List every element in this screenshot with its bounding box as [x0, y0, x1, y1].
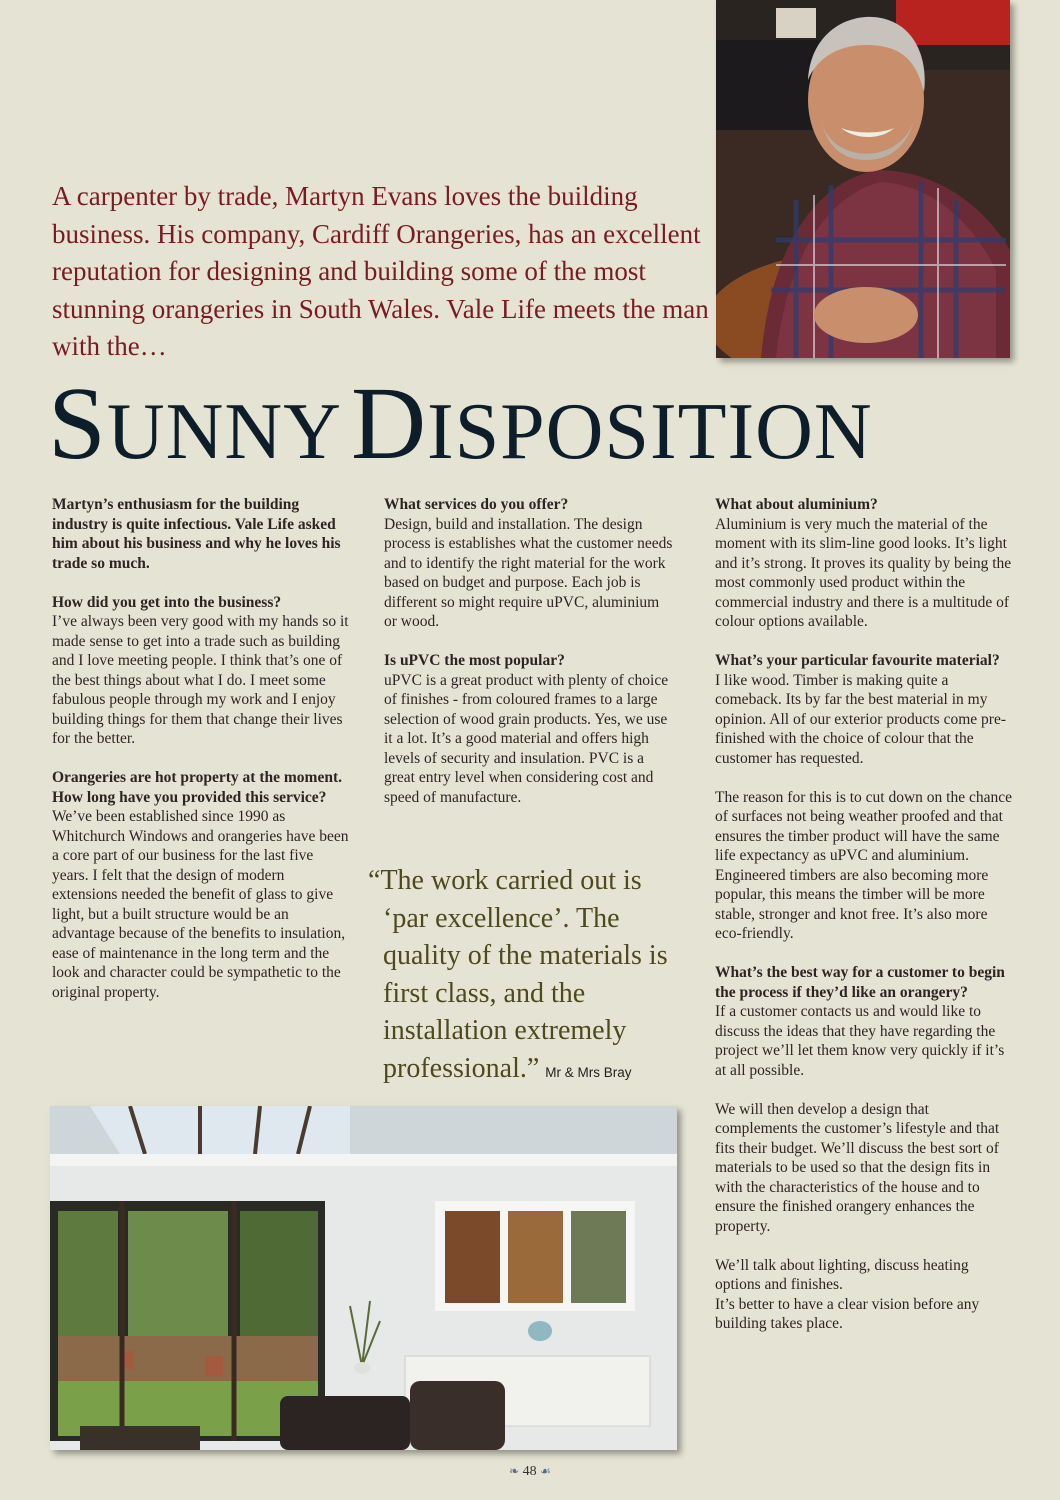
column-1 — [52, 495, 352, 1022]
question-heading: What’s your particular favourite material? — [715, 652, 1000, 669]
answer-text: The reason for this is to cut down on the chance of surfaces not being weather proofed and that ensures the timber product will have the same life expectancy as uPVC and aluminium. Engineered timbers are also becoming more popular, this means the timber will be more stable, stronger and knot free. It’s also more eco-friendly. — [715, 788, 1012, 942]
pull-quote-credit: Mr & Mrs Bray — [545, 1064, 632, 1080]
answer-text: I like wood. Timber is making quite a comeback. Its by far the best material in my opinion. All of our exterior products come pre-finished with the choice of colour that the customer has requested. — [715, 671, 1006, 767]
pull-quote-text: The work carried out is ‘par excellence’. The quality of the materials is first class, and the installation extremely professional. — [380, 865, 668, 1084]
answer-text: Design, build and installation. The design process is establishes what the customer needs and to identify the right material for the work based on budget and purpose. Each job is different so might require uPVC, aluminium or wood. — [384, 515, 673, 630]
headline-word1-rest: UNNY — [106, 388, 342, 476]
page-folio — [470, 1464, 590, 1480]
answer-text: We’ll talk about lighting, discuss heating options and finishes. — [715, 1256, 969, 1293]
column-3 — [715, 495, 1015, 1353]
question-heading: How did you get into the business? — [52, 593, 282, 611]
headline — [48, 366, 1028, 481]
portrait-photo — [716, 0, 1010, 358]
orangery-interior-photo — [50, 1106, 677, 1450]
pull-quote — [368, 862, 673, 1091]
answer-text: It’s better to have a clear vision before any building takes place. — [715, 1295, 980, 1332]
headline-initial-d: D — [350, 366, 428, 481]
answer-text: I’ve always been very good with my hands so it made sense to get into a trade such as building and I love meeting people. I think that’s one of the best things about what I do. I meet some fabulous people through my work and I enjoy building things for them that change their lives for the better. — [52, 613, 349, 747]
leaf-ornament-icon: ❧ — [509, 1464, 520, 1478]
page-number: 48 — [522, 1464, 537, 1479]
headline-initial-s: S — [48, 366, 107, 481]
leaf-ornament-icon: ☙ — [540, 1464, 551, 1478]
question-heading: What services do you offer? — [384, 496, 569, 513]
answer-text: We’ve been established since 1990 as Whitchurch Windows and orangeries have been a core part of our business for the last five years. I felt that the design of modern extensions needed the benefit of glass to give light, but a built structure would be an advantage because of the benefits to insulation, ease of maintenance in the long term and the look and character could be sympathetic to the original property. — [52, 808, 349, 1001]
question-heading: What about aluminium? — [715, 496, 878, 513]
answer-text: uPVC is a great product with plenty of choice of finishes - from coloured frames to a large selection of wood grain products. Yes, we use it a lot. It’s a good material and offers high levels of security and insulation. PVC is a great entry level when considering cost and speed of manufacture. — [384, 671, 669, 806]
answer-text: Aluminium is very much the material of the moment with its slim-line good looks. It’s light and it’s strong. It proves its quality by being the most commonly used product within the commercial industry and there is a multitude of colour options available. — [715, 515, 1012, 630]
pull-quote-close-mark: ” — [526, 1052, 540, 1084]
intro-standfirst: A carpenter by trade, Martyn Evans loves the building business. His company, Cardiff Orangeries, has an excellent reputation for designing and building some of the most stunning orangeries in South Wales. Vale Life meets the man with the… — [52, 181, 709, 361]
question-heading: Orangeries are hot property at the moment. How long have you provided this service? — [52, 769, 342, 806]
question-heading: Is uPVC the most popular? — [384, 652, 565, 669]
column-2 — [384, 495, 674, 827]
answer-text: We will then develop a design that complements the customer’s lifestyle and that fits their budget. We’ll discuss the best sort of materials to be used so that the design fits in with the characteristics of the house and to ensure the finished orangery enhances the property. — [715, 1100, 1000, 1235]
question-heading: What’s the best way for a customer to begin the process if they’d like an orangery? — [715, 964, 1005, 1001]
headline-word2-rest: ISPOSITION — [427, 388, 873, 476]
answer-text: If a customer contacts us and would like to discuss the ideas that they have regarding the project we’ll let them know very quickly if it’s at all possible. — [715, 1003, 1005, 1079]
pull-quote-open-mark: “ — [368, 865, 381, 896]
lead-paragraph: Martyn’s enthusiasm for the building industry is quite infectious. Vale Life asked him about his business and why he loves his trade so much. — [52, 496, 341, 572]
